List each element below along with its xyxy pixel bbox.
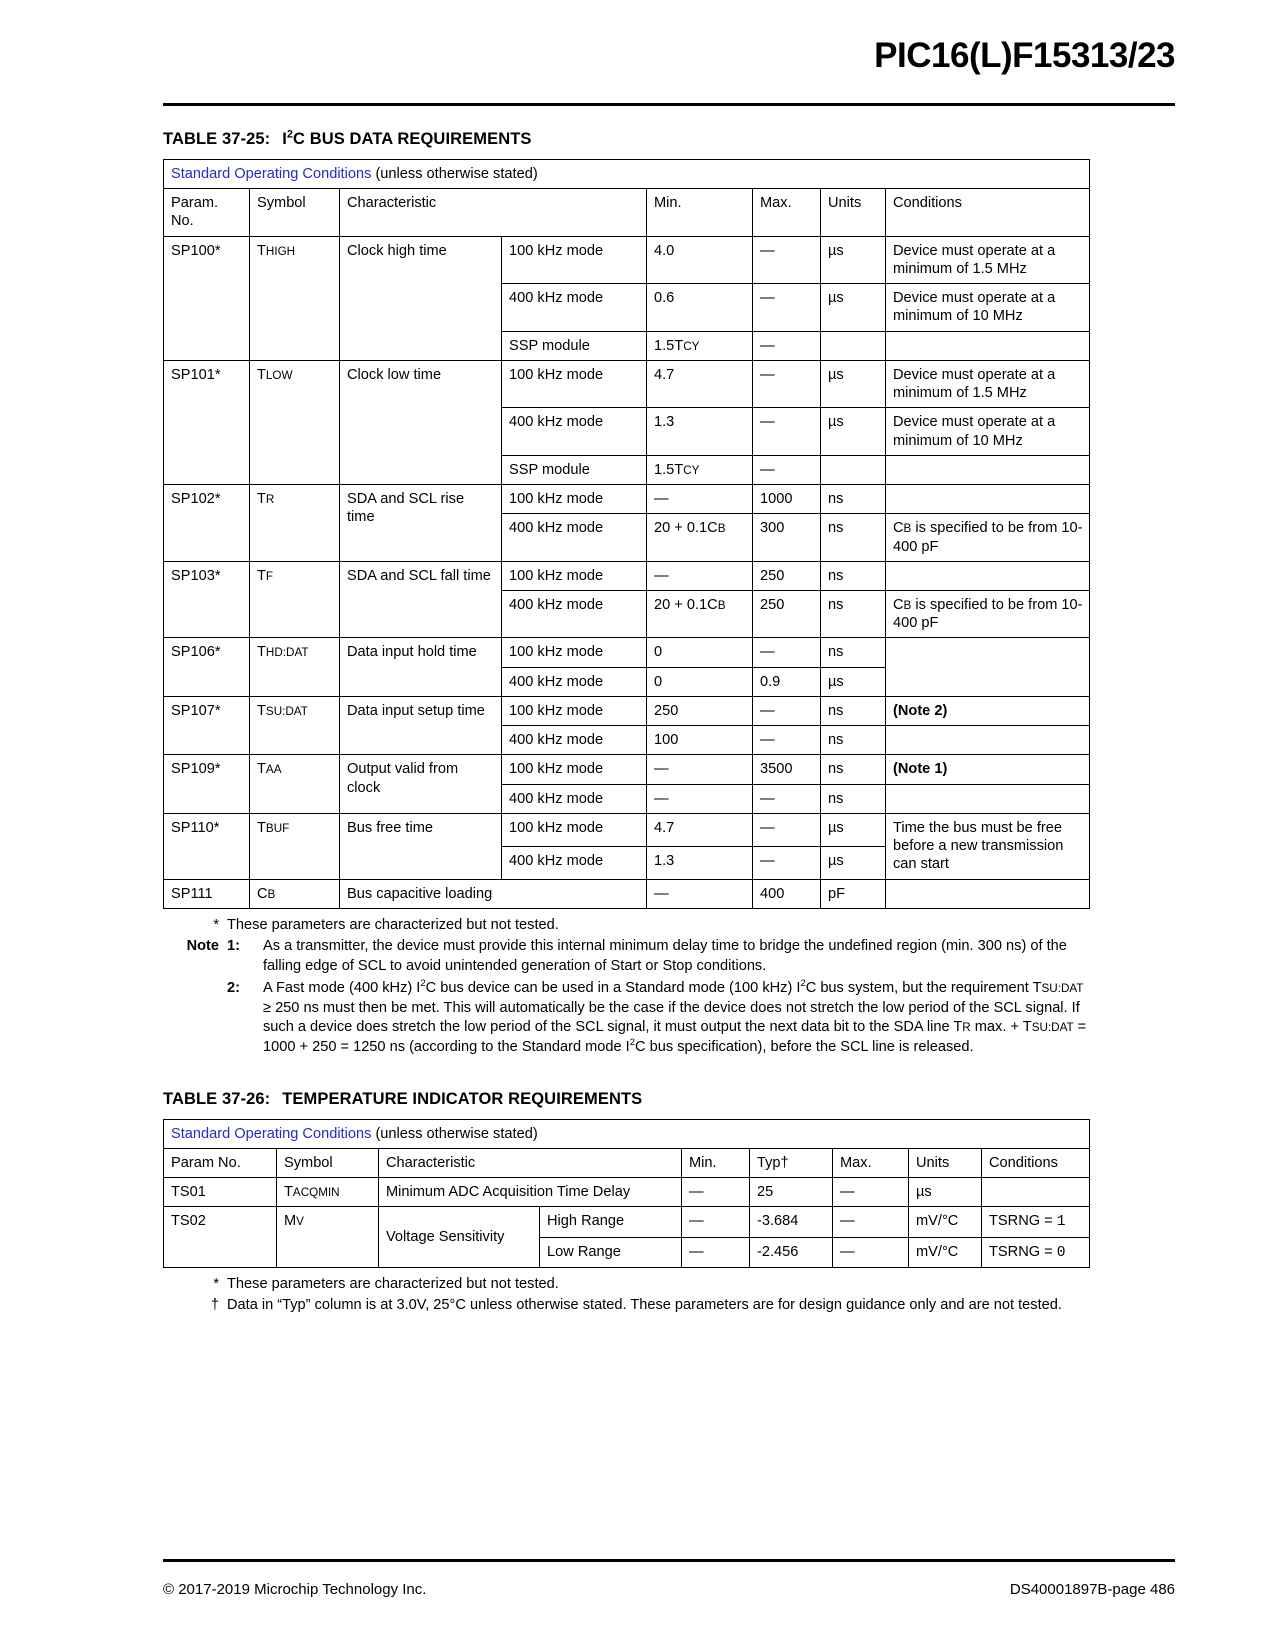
note-2-row [163, 979, 1089, 1058]
table-37-26-title: TEMPERATURE INDICATOR REQUIREMENTS [282, 1089, 643, 1108]
col-header-param-no: Param. No. [164, 189, 250, 236]
note-star-text: These parameters are characterized but not tested. [227, 916, 559, 933]
footer-divider [163, 1559, 1175, 1562]
min-cell: 250 [647, 696, 753, 725]
mode-cell: 400 kHz mode [502, 408, 647, 455]
conditions-cell: Device must operate at a minimum of 10 MHz [886, 408, 1090, 455]
max-cell: — [753, 696, 821, 725]
col-header-max: Max. [753, 189, 821, 236]
conditions-cell: (Note 1) [886, 755, 1090, 784]
characteristic-cell: Voltage Sensitivity [379, 1207, 540, 1267]
table-row [164, 236, 1090, 283]
units-cell: ns [821, 726, 886, 755]
units-cell: ns [821, 485, 886, 514]
max-cell: — [753, 408, 821, 455]
standard-operating-conditions-cell [164, 160, 1090, 189]
symbol-cell: THD:DAT [250, 638, 340, 696]
table-row [164, 696, 1090, 725]
mode-cell: 100 kHz mode [502, 638, 647, 667]
max-cell: 300 [753, 514, 821, 561]
units-cell: ns [821, 638, 886, 667]
typ-cell: 25 [750, 1178, 833, 1207]
symbol-cell: TACQMIN [277, 1178, 379, 1207]
conditions-cell: (Note 2) [886, 696, 1090, 725]
table-row [164, 755, 1090, 784]
units-cell: µs [821, 284, 886, 331]
col-header-units: Units [909, 1148, 982, 1177]
units-cell: ns [821, 696, 886, 725]
param-no-cell: SP111 [164, 879, 250, 908]
max-cell: 250 [753, 590, 821, 637]
min-cell: 0 [647, 667, 753, 696]
min-cell: 4.7 [647, 360, 753, 407]
min-cell: — [647, 879, 753, 908]
conditions-cell: Time the bus must be free before a new transmission can start [886, 813, 1090, 879]
max-cell: — [753, 360, 821, 407]
note-star-row [163, 916, 1089, 936]
symbol-cell: TF [250, 561, 340, 638]
conditions-cell [886, 879, 1090, 908]
symbol-cell: CB [250, 879, 340, 908]
table-37-25-number: TABLE 37-25: [163, 130, 271, 148]
conditions-cell [886, 455, 1090, 484]
temperature-indicator-requirements-table [163, 1119, 1090, 1268]
units-cell: µs [821, 236, 886, 283]
table-row [164, 485, 1090, 514]
table-header-row [164, 1148, 1090, 1177]
table-37-26-caption [163, 1090, 1089, 1109]
symbol-cell: TAA [250, 755, 340, 813]
characteristic-cell: Minimum ADC Acquisition Time Delay [379, 1178, 682, 1207]
table-37-25-title-pre: I [282, 130, 287, 148]
standard-operating-conditions-cell [164, 1119, 1090, 1148]
conditions-cell [886, 726, 1090, 755]
min-cell: 1.3 [647, 408, 753, 455]
table-row [164, 813, 1090, 846]
mode-cell: 400 kHz mode [502, 726, 647, 755]
min-cell: 4.0 [647, 236, 753, 283]
min-cell: — [647, 561, 753, 590]
characteristic-cell: Data input setup time [340, 696, 502, 754]
max-cell: — [753, 726, 821, 755]
units-cell: µs [821, 813, 886, 846]
table-row [164, 638, 1090, 667]
symbol-cell: TSU:DAT [250, 696, 340, 754]
symbol-cell: TLOW [250, 360, 340, 484]
units-cell: mV/°C [909, 1237, 982, 1267]
mode-cell: 100 kHz mode [502, 561, 647, 590]
table-row [164, 1119, 1090, 1148]
min-cell: — [682, 1207, 750, 1237]
conditions-cell: TSRNG = 0 [982, 1237, 1090, 1267]
units-cell: ns [821, 784, 886, 813]
typ-cell: -2.456 [750, 1237, 833, 1267]
table-37-25-title-sup: 2 [286, 128, 293, 141]
table-37-25-caption [163, 130, 1089, 149]
units-cell: pF [821, 879, 886, 908]
mode-cell: 100 kHz mode [502, 755, 647, 784]
min-cell: 0 [647, 638, 753, 667]
units-cell: µs [821, 360, 886, 407]
mode-cell: SSP module [502, 331, 647, 360]
param-no-cell: TS01 [164, 1178, 277, 1207]
col-header-param-no: Param No. [164, 1148, 277, 1177]
symbol-cell: TBUF [250, 813, 340, 879]
units-cell: ns [821, 590, 886, 637]
table-row [164, 160, 1090, 189]
min-cell: 100 [647, 726, 753, 755]
conditions-cell [886, 784, 1090, 813]
units-cell [821, 455, 886, 484]
note-2-spacer [163, 979, 227, 1058]
mode-cell: 100 kHz mode [502, 696, 647, 725]
units-cell: µs [909, 1178, 982, 1207]
conditions-cell [886, 485, 1090, 514]
units-cell: ns [821, 514, 886, 561]
characteristic-cell: Bus free time [340, 813, 502, 879]
mode-cell: 100 kHz mode [502, 360, 647, 407]
mode-cell: 100 kHz mode [502, 485, 647, 514]
min-cell: — [682, 1237, 750, 1267]
conditions-cell [982, 1178, 1090, 1207]
range-cell: Low Range [540, 1237, 682, 1267]
soc-rest: (unless otherwise stated) [371, 166, 538, 182]
min-cell: — [647, 784, 753, 813]
units-cell: mV/°C [909, 1207, 982, 1237]
soc-highlight: Standard Operating Conditions [171, 166, 372, 182]
col-header-min: Min. [682, 1148, 750, 1177]
units-cell: ns [821, 755, 886, 784]
note-2-text: A Fast mode (400 kHz) $I^2C$ bus device can be used in a Standard mode (100 kHz) $I^2C$ bus system, but the requirement TSU:DAT ≥ 250 ns must then be met. This will automatically be the case if the device does not stretch the low period of the SCL signal. If such a device does stretch the low period of the SCL signal, it must output the next data bit to the SDA line TR max. + TSU:DAT = 1000 + 250 = 1250 ns (according to the Standard mode $I^2C$ bus specification), before the SCL line is released. [263, 978, 1087, 1055]
characteristic-cell: Clock high time [340, 236, 502, 360]
col-header-typ: Typ† [750, 1148, 833, 1177]
param-no-cell: SP106* [164, 638, 250, 696]
conditions-cell: Device must operate at a minimum of 1.5 MHz [886, 360, 1090, 407]
param-no-cell: SP107* [164, 696, 250, 754]
units-cell: µs [821, 846, 886, 879]
mode-cell: SSP module [502, 455, 647, 484]
max-cell: — [753, 284, 821, 331]
characteristic-cell: Clock low time [340, 360, 502, 484]
table-row [164, 561, 1090, 590]
col-header-characteristic: Characteristic [379, 1148, 682, 1177]
param-no-cell: SP110* [164, 813, 250, 879]
note-dagger-label: † [210, 1297, 219, 1314]
min-cell: 1.3 [647, 846, 753, 879]
min-cell: 20 + 0.1CB [647, 514, 753, 561]
max-cell: — [833, 1207, 909, 1237]
min-cell: — [647, 755, 753, 784]
note-star-label: * [213, 1275, 219, 1292]
max-cell: — [753, 638, 821, 667]
max-cell: 3500 [753, 755, 821, 784]
units-cell [821, 331, 886, 360]
characteristic-cell: SDA and SCL fall time [340, 561, 502, 638]
conditions-cell: CB is specified to be from 10-400 pF [886, 590, 1090, 637]
conditions-cell: Device must operate at a minimum of 1.5 MHz [886, 236, 1090, 283]
tsrng-value: 1 [1056, 1214, 1066, 1231]
mode-cell: 400 kHz mode [502, 846, 647, 879]
mode-cell: 400 kHz mode [502, 590, 647, 637]
min-cell: 1.5TCY [647, 455, 753, 484]
soc-rest: (unless otherwise stated) [371, 1125, 538, 1142]
col-header-symbol: Symbol [250, 189, 340, 236]
mode-cell: 400 kHz mode [502, 284, 647, 331]
col-header-min: Min. [647, 189, 753, 236]
page-header-title: PIC16(L)F15313/23 [874, 36, 1175, 75]
table-row [164, 1207, 1090, 1237]
conditions-cell [886, 331, 1090, 360]
conditions-cell [886, 561, 1090, 590]
param-no-cell: SP101* [164, 360, 250, 484]
units-cell: µs [821, 408, 886, 455]
section-gap [163, 1060, 1089, 1090]
max-cell: — [753, 236, 821, 283]
mode-cell: 100 kHz mode [502, 813, 647, 846]
max-cell: 0.9 [753, 667, 821, 696]
mode-cell: 400 kHz mode [502, 667, 647, 696]
max-cell: — [833, 1178, 909, 1207]
max-cell: — [753, 784, 821, 813]
min-cell: 0.6 [647, 284, 753, 331]
min-cell: 1.5TCY [647, 331, 753, 360]
min-cell: — [682, 1178, 750, 1207]
max-cell: — [753, 455, 821, 484]
characteristic-cell: Output valid from clock [340, 755, 502, 813]
mode-cell: 100 kHz mode [502, 236, 647, 283]
note-star-row [163, 1275, 1089, 1295]
col-header-units: Units [821, 189, 886, 236]
conditions-cell: CB is specified to be from 10-400 pF [886, 514, 1090, 561]
table-row [164, 879, 1090, 908]
symbol-cell: TR [250, 485, 340, 562]
table-row [164, 1178, 1090, 1207]
footer-page-id: DS40001897B-page 486 [1009, 1581, 1175, 1598]
param-no-cell: SP103* [164, 561, 250, 638]
param-no-cell: SP109* [164, 755, 250, 813]
units-cell: ns [821, 561, 886, 590]
range-cell: High Range [540, 1207, 682, 1237]
col-header-conditions: Conditions [886, 189, 1090, 236]
max-cell: — [753, 331, 821, 360]
conditions-cell: Device must operate at a minimum of 10 MHz [886, 284, 1090, 331]
i2c-bus-data-requirements-table [163, 159, 1090, 909]
table-row [164, 360, 1090, 407]
max-cell: 250 [753, 561, 821, 590]
mode-cell: 400 kHz mode [502, 784, 647, 813]
soc-highlight: Standard Operating Conditions [171, 1125, 372, 1142]
note-dagger-row [163, 1296, 1089, 1316]
characteristic-cell: SDA and SCL rise time [340, 485, 502, 562]
note-1-row [163, 937, 1089, 976]
footer-copyright: © 2017-2019 Microchip Technology Inc. [163, 1581, 427, 1598]
col-header-symbol: Symbol [277, 1148, 379, 1177]
col-header-conditions: Conditions [982, 1148, 1090, 1177]
note-dagger-text: Data in “Typ” column is at 3.0V, 25°C unless otherwise stated. These parameters are for design guidance only and are not tested. [227, 1297, 1062, 1314]
min-cell: 4.7 [647, 813, 753, 846]
max-cell: 400 [753, 879, 821, 908]
table-37-25-notes [163, 916, 1089, 1058]
param-no-cell: SP100* [164, 236, 250, 360]
min-cell: — [647, 485, 753, 514]
note-1-number: 1: [227, 938, 240, 955]
symbol-cell: MV [277, 1207, 379, 1267]
max-cell: — [753, 813, 821, 846]
mode-cell: 400 kHz mode [502, 514, 647, 561]
conditions-cell: TSRNG = 1 [982, 1207, 1090, 1237]
note-star-label: * [213, 916, 219, 933]
characteristic-cell: Bus capacitive loading [340, 879, 647, 908]
col-header-characteristic: Characteristic [340, 189, 647, 236]
table-header-row [164, 189, 1090, 236]
max-cell: — [833, 1237, 909, 1267]
header-divider [163, 103, 1175, 106]
units-cell: µs [821, 667, 886, 696]
table-37-26-number: TABLE 37-26: [163, 1089, 271, 1108]
note-1-text: As a transmitter, the device must provide this internal minimum delay time to bridge the undefined region (min. 300 ns) of the falling edge of SCL to avoid unintended generation of Start or Stop conditions. [263, 938, 1067, 975]
table-37-25-title-post: C BUS DATA REQUIREMENTS [293, 130, 532, 148]
note-2-number: 2: [227, 979, 240, 996]
symbol-cell: THIGH [250, 236, 340, 360]
page-content [163, 130, 1089, 1318]
note-star-text: These parameters are characterized but not tested. [227, 1275, 559, 1292]
param-no-cell: TS02 [164, 1207, 277, 1267]
tsrng-value: 0 [1056, 1244, 1066, 1261]
max-cell: 1000 [753, 485, 821, 514]
max-cell: — [753, 846, 821, 879]
col-header-max: Max. [833, 1148, 909, 1177]
table-37-26-notes [163, 1275, 1089, 1316]
min-cell: 20 + 0.1CB [647, 590, 753, 637]
note-label: Note [186, 938, 219, 955]
param-no-cell: SP102* [164, 485, 250, 562]
typ-cell: -3.684 [750, 1207, 833, 1237]
characteristic-cell: Data input hold time [340, 638, 502, 696]
conditions-cell [886, 638, 1090, 696]
